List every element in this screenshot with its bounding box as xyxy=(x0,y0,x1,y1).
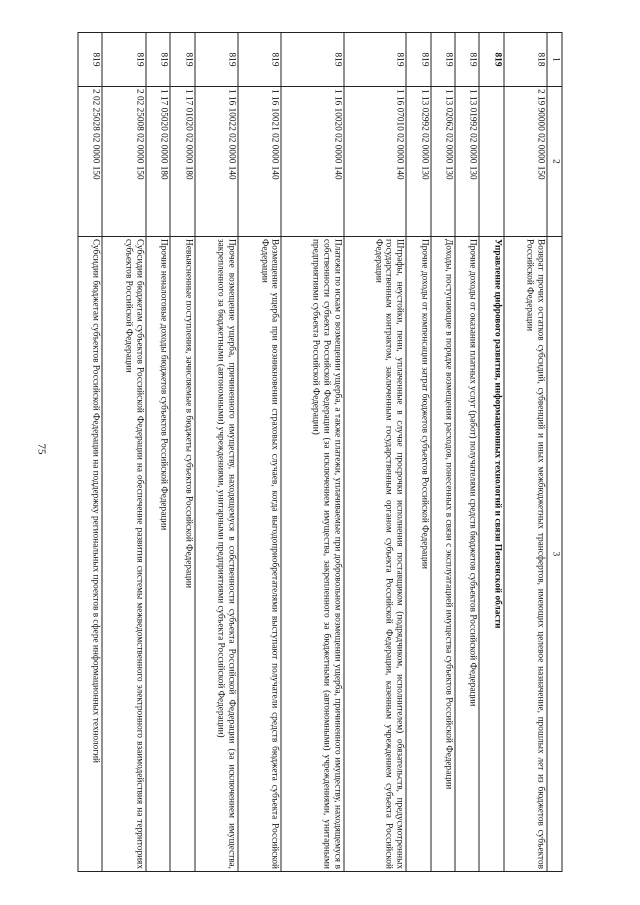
revenue-code-cell xyxy=(479,87,503,237)
revenue-code-cell: 1 17 01020 02 0000 180 xyxy=(170,87,194,237)
header-col-3: 3 xyxy=(547,237,562,872)
table-row xyxy=(78,33,102,872)
description-cell: Управление цифрового развития, информационных технологий и связи Пензенской области xyxy=(479,237,503,872)
admin-code-cell: 819 xyxy=(238,33,281,87)
table-row xyxy=(146,33,170,872)
revenue-code-cell: 1 16 10021 02 0000 140 xyxy=(238,87,281,237)
revenue-code-cell: 1 16 10020 02 0000 140 xyxy=(281,87,343,237)
description-cell: Платежи по искам о возмещении ущерба, а также платежи, уплачиваемые при добровольном возмещении ущерба, причиненного имуществу, находящемуся в собственности субъекта Российской Федерации (за исключением имущества, закрепленного за бюджетными (автономными) учреждениями, унитарными предприятиями субъекта Российской Федерации) xyxy=(281,237,343,872)
revenue-code-cell: 1 16 10022 02 0000 140 xyxy=(195,87,238,237)
admin-code-cell: 819 xyxy=(455,33,479,87)
revenue-code-cell: 1 13 01992 02 0000 130 xyxy=(455,87,479,237)
header-col-2: 2 xyxy=(547,87,562,237)
revenue-code-cell: 1 13 02062 02 0000 130 xyxy=(431,87,455,237)
table-row xyxy=(455,33,479,872)
admin-code-cell: 819 xyxy=(479,33,503,87)
admin-code-cell: 819 xyxy=(344,33,406,87)
table-row xyxy=(238,33,281,872)
header-col-1: 1 xyxy=(547,33,562,87)
revenue-codes-table xyxy=(78,32,563,872)
admin-code-cell: 818 xyxy=(504,33,547,87)
admin-code-cell: 819 xyxy=(406,33,430,87)
rotated-table-container xyxy=(78,32,563,872)
table-row xyxy=(504,33,547,872)
description-cell: Доходы, поступающие в порядке возмещения расходов, понесенных в связи с эксплуатацией имущества субъектов Российской Федерации xyxy=(431,237,455,872)
page-number: 75 xyxy=(35,443,48,455)
description-cell: Прочие неналоговые доходы бюджетов субъектов Российской Федерации xyxy=(146,237,170,872)
description-cell: Штрафы, неустойки, пени, уплаченные в случае просрочки исполнения поставщиком (подрядчиком, исполнителем) обязательств, предусмотренных государственным контрактом, заключенным государственным органом субъекта Российской Федерации, казенным учреждением субъекта Российской Федерации xyxy=(344,237,406,872)
table-row-section-header xyxy=(479,33,503,872)
table-row xyxy=(344,33,406,872)
revenue-code-cell: 2 19 90000 02 0000 150 xyxy=(504,87,547,237)
description-cell: Прочие доходы от компенсации затрат бюджетов субъектов Российской Федерации xyxy=(406,237,430,872)
table-row xyxy=(195,33,238,872)
table-row xyxy=(170,33,194,872)
revenue-code-cell: 2 02 25008 02 0000 150 xyxy=(102,87,145,237)
admin-code-cell: 819 xyxy=(281,33,343,87)
revenue-code-cell: 2 02 25028 02 0000 150 xyxy=(78,87,102,237)
revenue-code-cell: 1 17 05020 02 0000 180 xyxy=(146,87,170,237)
admin-code-cell: 819 xyxy=(146,33,170,87)
description-cell: Прочее возмещение ущерба, причиненного имуществу, находящемуся в собственности субъекта Российской Федерации (за исключением имущества, закрепленного за бюджетными (автономными) учреждениями, унитарными предприятиями субъекта Российской Федерации) xyxy=(195,237,238,872)
description-cell: Невыясненные поступления, зачисляемые в бюджеты субъектов Российской Федерации xyxy=(170,237,194,872)
table-row xyxy=(281,33,343,872)
description-cell: Прочие доходы от оказания платных услуг (работ) получателями средств бюджетов субъектов Российской Федерации xyxy=(455,237,479,872)
revenue-code-cell: 1 16 07010 02 0000 140 xyxy=(344,87,406,237)
table-header-row xyxy=(547,33,562,872)
table-row xyxy=(431,33,455,872)
description-cell: Субсидии бюджетам субъектов Российской Федерации на обеспечение развития системы межведомственного электронного взаимодействия на территориях субъектов Российской Федерации xyxy=(102,237,145,872)
admin-code-cell: 819 xyxy=(170,33,194,87)
revenue-code-cell: 1 13 02992 02 0000 130 xyxy=(406,87,430,237)
admin-code-cell: 819 xyxy=(195,33,238,87)
description-cell: Возмещение ущерба при возникновении страховых случаев, когда выгодоприобретателями выступают получатели средств бюджета субъекта Российской Федерации xyxy=(238,237,281,872)
table-row xyxy=(102,33,145,872)
admin-code-cell: 819 xyxy=(431,33,455,87)
table-row xyxy=(406,33,430,872)
admin-code-cell: 819 xyxy=(78,33,102,87)
admin-code-cell: 819 xyxy=(102,33,145,87)
description-cell: Субсидии бюджетам субъектов Российской Федерации на поддержку региональных проектов в сфере информационных технологий xyxy=(78,237,102,872)
description-cell: Возврат прочих остатков субсидий, субвенций и иных межбюджетных трансфертов, имеющих целевое назначение, прошлых лет из бюджетов субъектов Российской Федерации xyxy=(504,237,547,872)
